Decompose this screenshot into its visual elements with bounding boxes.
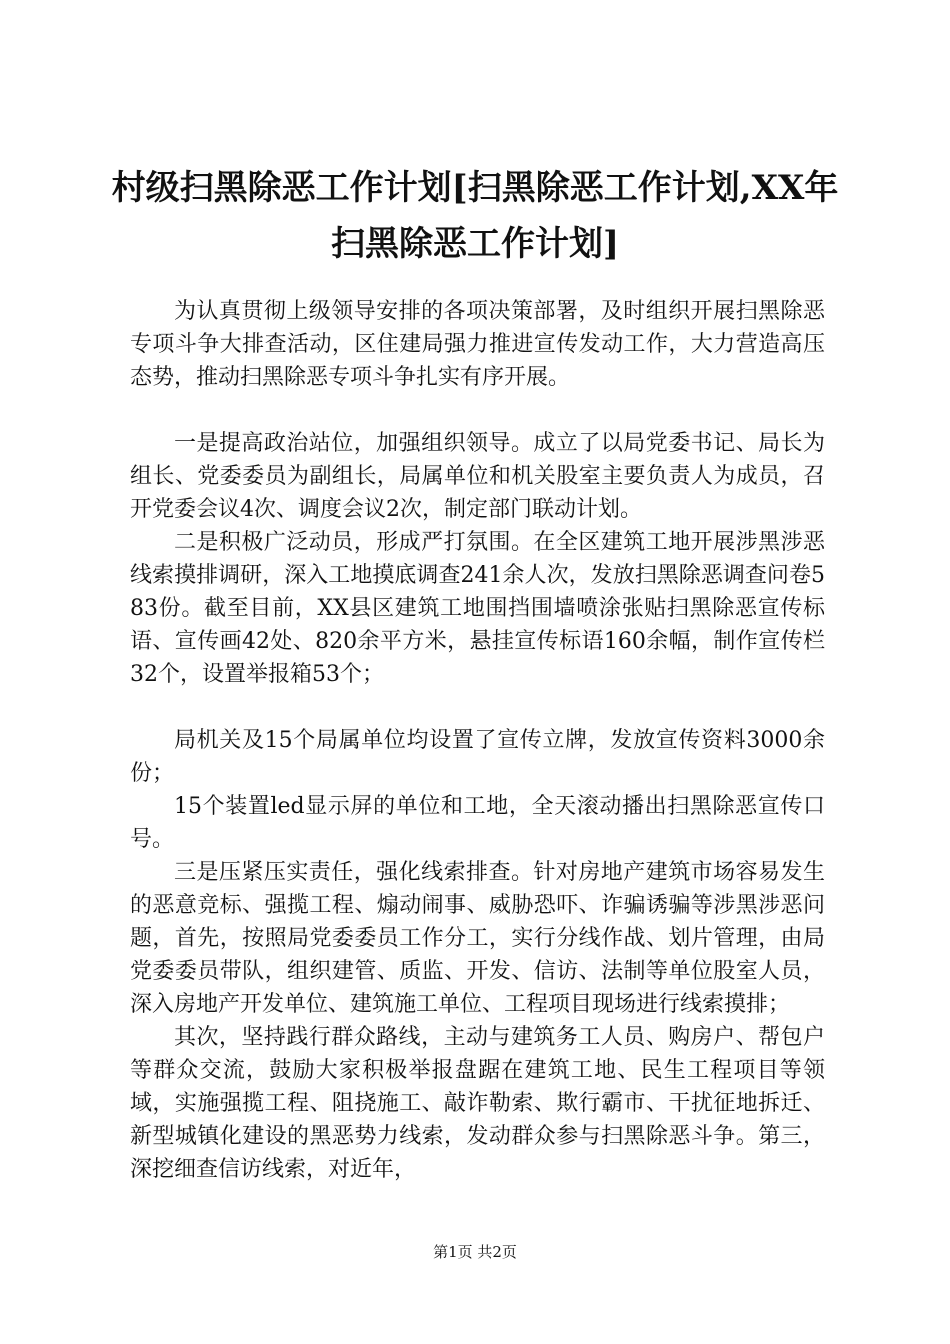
document-body [130,295,825,1186]
paragraph-mobilization: 二是积极广泛动员，形成严打氛围。在全区建筑工地开展涉黑涉恶线索摸排调研，深入工地摸底调查241余人次，发放扫黑除恶调查问卷583份。截至目前，XX县区建筑工地围挡围墙喷涂张贴扫黑除恶宣传标语、宣传画42处、820余平方米，悬挂宣传标语160余幅，制作宣传栏32个，设置举报箱53个； [130,530,825,687]
paragraph-organization: 一是提高政治站位，加强组织领导。成立了以局党委书记、局长为组长、党委委员为副组长，局属单位和机关股室主要负责人为成员，召开党委会议4次、调度会议2次，制定部门联动计划。 [130,431,825,522]
page-number: 第1页 共2页 [433,1243,517,1261]
paragraph-led-screens: 15个装置led显示屏的单位和工地，全天滚动播出扫黑除恶宣传口号。 [130,794,825,852]
paragraph-intro: 为认真贯彻上级领导安排的各项决策部署，及时组织开展扫黑除恶专项斗争大排查活动，区住建局强力推进宣传发动工作，大力营造高压态势，推动扫黑除恶专项斗争扎实有序开展。 [130,299,825,390]
paragraph-publicity-materials: 局机关及15个局属单位均设置了宣传立牌，发放宣传资料3000余份； [130,728,825,786]
paragraph-responsibility: 三是压紧压实责任，强化线索排查。针对房地产建筑市场容易发生的恶意竞标、强揽工程、煽动闹事、威胁恐吓、诈骗诱骗等涉黑涉恶问题，首先，按照局党委委员工作分工，实行分线作战、划片管理，由局党委委员带队，组织建管、质监、开发、信访、法制等单位股室人员，深入房地产开发单位、建筑施工单位、工程项目现场进行线索摸排； [130,860,825,1017]
document-title: 村级扫黑除恶工作计划[扫黑除恶工作计划,XX年扫黑除恶工作计划] [111,168,839,264]
paragraph-mass-line: 其次，坚持践行群众路线，主动与建筑务工人员、购房户、帮包户等群众交流，鼓励大家积极举报盘踞在建筑工地、民生工程项目等领域，实施强揽工程、阻挠施工、敲诈勒索、欺行霸市、干扰征地拆迁、新型城镇化建设的黑恶势力线索，发动群众参与扫黑除恶斗争。第三，深挖细查信访线索，对近年， [130,1025,825,1182]
